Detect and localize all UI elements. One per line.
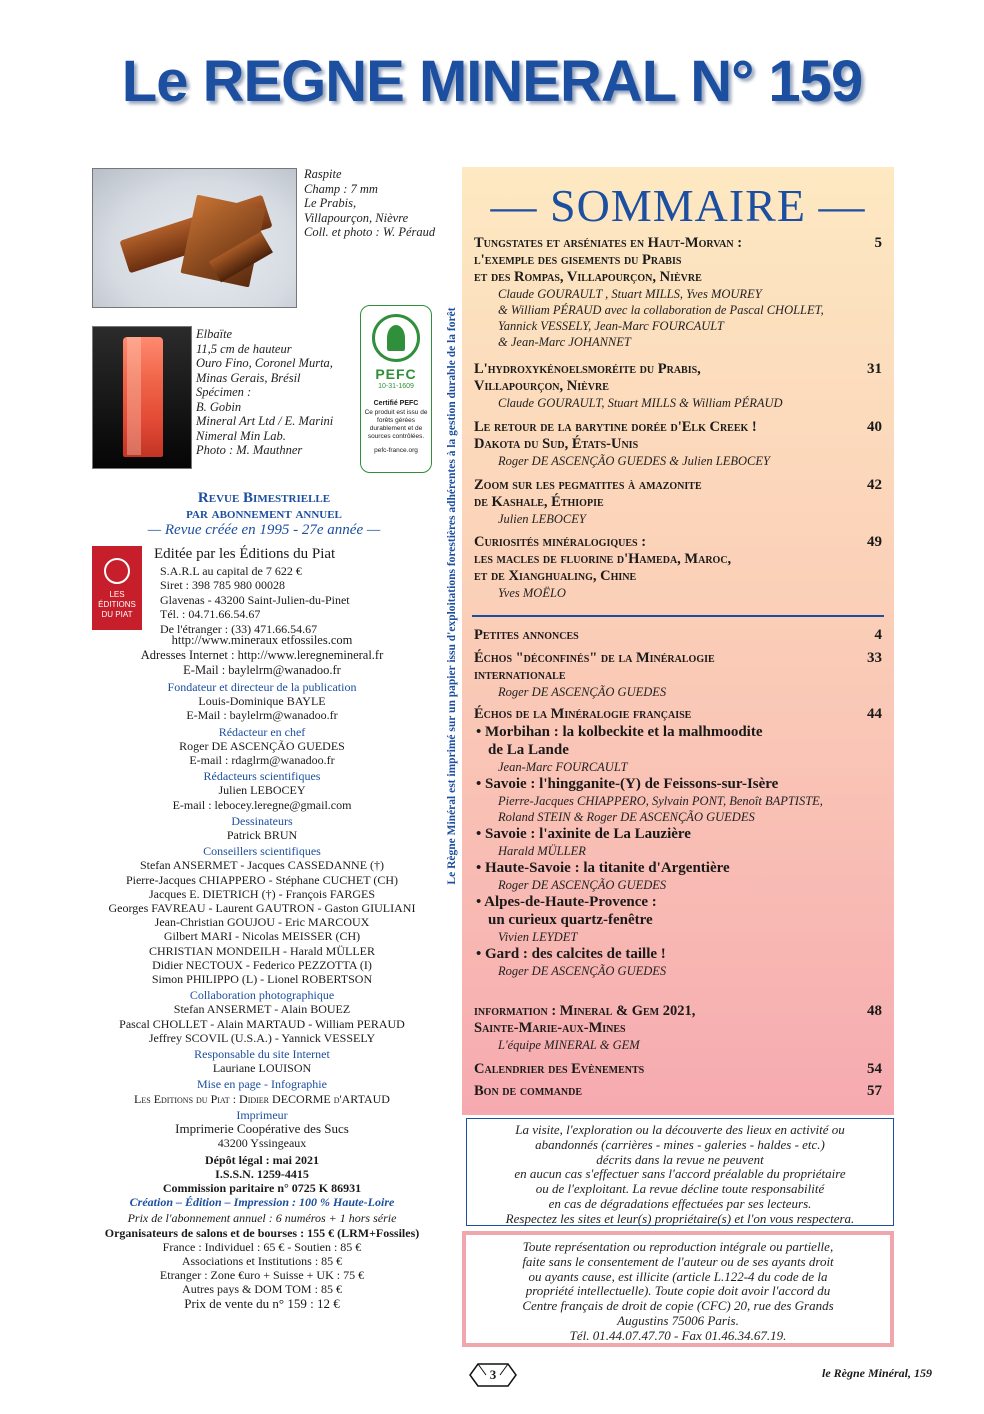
toc-entry[interactable]: L'hydroxykénoelsmoréite du Prabis, Villapourçon, Nièvre 31 Claude GOURAULT, Stuart MILLS & William PÉRAUD	[474, 361, 882, 410]
toc-entry[interactable]: Zoom sur les pegmatites à amazonite de Kashale, Éthiopie 42 Julien LEBOCEY	[474, 477, 882, 526]
toc-entry[interactable]: Échos de la Minéralogie française 44 • Morbihan : la kolbeckite et la malhmoodite de La Lande Jean-Marc FOURCAULT • Savoie : l'hingganite-(Y) de Feissons-sur-Isère Pierre-Jacques CHIAPPERO, Sylvain PONT, Benoît BAPTISTE, Roland STEIN & Roger DE ASCENÇÃO GUEDES • Savoie : l'axinite de La Lauzière Harald MÜLLER • Haute-Savoie : la titanite d'Argentière Roger DE ASCENÇÃO GUEDES • Alpes-de-Haute-Provence : un curieux quartz-fenêtre Vivien LEYDET • Gard : des calcites de taille ! Roger DE ASCENÇÃO GUEDES	[474, 706, 882, 978]
raspite-photo	[92, 168, 297, 308]
pefc-label: PEFC 10-31-1609 Certifié PEFC Ce produit est issu de forêts gérées durablement et de sources contrôlées. pefc-france.org	[360, 305, 432, 473]
toc-entry[interactable]: Calendrier des Evènements 54	[474, 1061, 882, 1077]
toc-entry[interactable]: Petites annonces 4	[474, 627, 882, 643]
table-of-contents	[462, 167, 894, 1115]
copyright-notice: Toute représentation ou reproduction intégrale ou partielle, faite sans le consentement de l'auteur ou de ses ayants droit ou ayants cause, est illicite (article L.122-4 du code de la propriété intellectuelle). Toute copie doit avoir l'accord du Centre français de droit de copie (CFC) 20, rue des Grands Augustins 75006 Paris. Tél. 01.44.07.47.70 - Fax 01.46.34.67.19.	[462, 1231, 894, 1347]
pefc-tree-icon	[372, 314, 420, 362]
toc-entry[interactable]: Échos "déconfinés" de la Minéralogie internationale 33 Roger DE ASCENÇÃO GUEDES	[474, 650, 882, 699]
credits-block: Fondateur et directeur de la publication Louis-Dominique BAYLE E-Mail : baylelrm@wanadoo.fr Rédacteur en chef Roger DE ASCENÇÃO GUEDES E-mail : rdaglrm@wanadoo.fr Rédacteurs scientifiques Julien LEBOCEY E-mail : lebocey.leregne@gmail.com Dessinateurs Patrick BRUN Conseillers scientifiques Stefan ANSERMET - Jacques CASSEDANNE (†) Pierre-Jacques CHIAPPERO - Stéphane CUCHET (CH) Jacques E. DIETRICH (†) - François FARGES Georges FAVREAU - Laurent GAUTRON - Gaston GIULIANI Jean-Christian GOUJOU - Eric MARCOUX Gilbert MARI - Nicolas MEISSER (CH) CHRISTIAN MONDEILH - Harald MÜLLER Didier NECTOUX - Federico PEZZOTTA (I) Simon PHILIPPO (L) - Lionel ROBERTSON Collaboration photographique Stefan ANSERMET - Alain BOUEZ Pascal CHOLLET - Alain MARTAUD - William PERAUD Jeffrey SCOVIL (U.S.A.) - Yannick VESSELY Responsable du site Internet Lauriane LOUISON Mise en page - Infographie Les Editions du Piat : Didier DECORME d'ARTAUD Imprimeur Imprimerie Coopérative des Sucs 43200 Yssingeaux Dépôt légal : mai 2021 I.S.S.N. 1259-4415 Commission paritaire n° 0725 K 86931 Création – Édition – Impression : 100 % Haute-Loire Prix de l'abonnement annuel : 6 numéros + 1 hors série Organisateurs de salons et de bourses : 155 € (LRM+Fossiles) France : Individuel : 65 € - Soutien : 85 € Associations et Institutions : 85 € Etranger : Zone €uro + Suisse + UK : 75 € Autres pays & DOM TOM : 85 € Prix de vente du n° 159 : 12 €	[104, 680, 420, 1311]
paper-notice-vertical: Le Règne Minéral est imprimé sur un papier issu d'exploitations forestières adhérentes à la gestion durable de la forêt	[446, 307, 458, 885]
toc-entry[interactable]: information : Mineral & Gem 2021, Sainte-Marie-aux-Mines 48 L'équipe MINERAL & GEM	[474, 1003, 882, 1052]
site-access-notice: La visite, l'exploration ou la découverte des lieux en activité ou abandonnés (carrières - mines - galeries - haldes - etc.) décrits dans la revue ne peuvent en aucun cas s'effectuer sans l'accord préalable du propriétaire ou de l'exploitant. La revue décline toute responsabilité en cas de dégradations effectuées par ses lecteurs. Respectez les sites et leur(s) propriétaire(s) et l'on vous respectera.	[466, 1118, 894, 1226]
toc-entry[interactable]: Curiosités minéralogiques : les macles de fluorine d'Hameda, Maroc, et de Xianghualing, Chine 49 Yves MOËLO	[474, 534, 882, 600]
toc-entry[interactable]: Bon de commande 57	[474, 1083, 882, 1099]
footer-title: le Règne Minéral, 159	[822, 1366, 932, 1380]
toc-entry[interactable]: Le retour de la barytine dorée d'Elk Creek ! Dakota du Sud, États-Unis 40 Roger DE ASCENÇÃO GUEDES & Julien LEBOCEY	[474, 419, 882, 468]
editions-piat-logo: LES ÉDITIONS DU PIAT	[92, 546, 142, 630]
divider	[472, 615, 884, 617]
raspite-caption: Raspite Champ : 7 mm Le Prabis, Villapourçon, Nièvre Coll. et photo : W. Péraud	[304, 167, 436, 239]
flower-icon	[104, 558, 130, 584]
elbaite-caption: Elbaïte 11,5 cm de hauteur Ouro Fino, Coronel Murta, Minas Gerais, Brésil Spécimen : B. Gobin Mineral Art Ltd / E. Marini Nimeral Min Lab. Photo : M. Mauthner	[196, 327, 334, 457]
elbaite-photo	[92, 326, 192, 469]
page-number: 3	[468, 1360, 518, 1390]
sommaire-title: — SOMMAIRE —	[490, 180, 866, 231]
masthead-title: Le REGNE MINERAL N° 159	[121, 49, 863, 114]
revue-info: Revue Bimestrielle par abonnement annuel — Revue créée en 1995 - 27e année —	[147, 490, 381, 538]
toc-entry[interactable]: Tungstates et arséniates en Haut-Morvan : l'exemple des gisements du Prabis et des Rompas, Villapourçon, Nièvre 5 Claude GOURAULT , Stuart MILLS, Yves MOUREY & William PÉRAUD avec la collaboration de Pascal CHOLLET, Yannick VESSELY, Jean-Marc FOURCAULT & Jean-Marc JOHANNET	[474, 235, 882, 349]
